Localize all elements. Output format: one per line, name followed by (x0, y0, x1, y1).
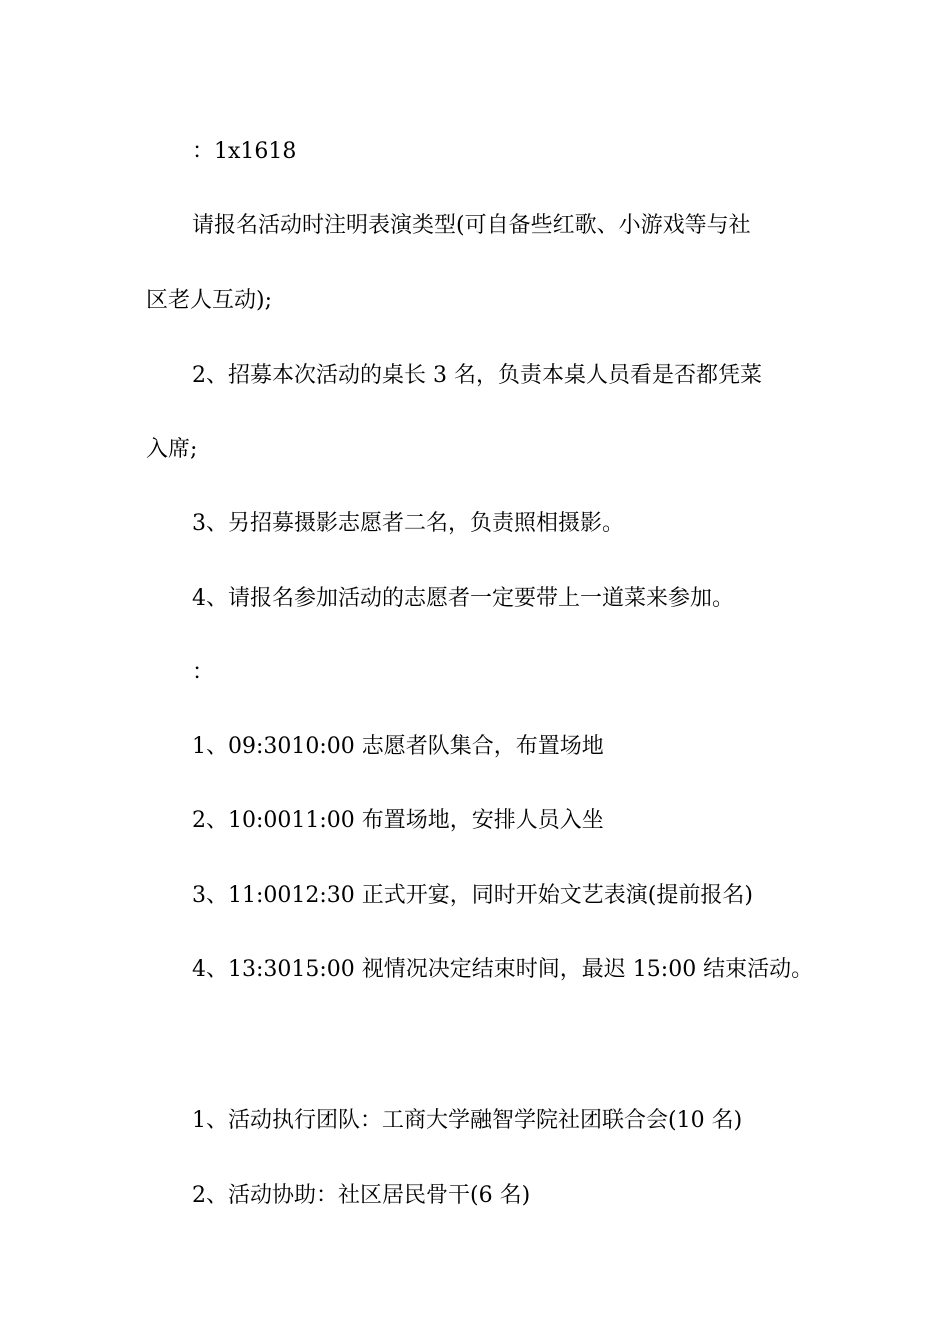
text-line: 3、另招募摄影志愿者二名，负责照相摄影。 (192, 511, 624, 536)
text-line: 1、活动执行团队：工商大学融智学院社团联合会(10 名) (192, 1108, 743, 1133)
text-line: 2、招募本次活动的桌长 3 名，负责本桌人员看是否都凭菜 (192, 363, 762, 388)
text-line: 4、请报名参加活动的志愿者一定要带上一道菜来参加。 (192, 586, 734, 611)
text-line: 2、活动协助：社区居民骨干(6 名) (192, 1183, 531, 1208)
text-line: ： (192, 660, 215, 685)
text-line: 请报名活动时注明表演类型(可自备些红歌、小游戏等与社 (192, 213, 751, 238)
text-line: 2、10:0011:00 布置场地，安排人员入坐 (192, 808, 604, 833)
text-line: 4、13:3015:00 视情况决定结束时间，最迟 15:00 结束活动。 (192, 957, 814, 982)
text-line: 3、11:0012:30 正式开宴，同时开始文艺表演(提前报名) (192, 883, 753, 908)
text-line: 区老人互动); (146, 288, 272, 313)
text-line: 1、09:3010:00 志愿者队集合，布置场地 (192, 734, 604, 759)
text-line: ：1x1618 (192, 139, 297, 164)
text-line: 入席; (146, 437, 198, 462)
